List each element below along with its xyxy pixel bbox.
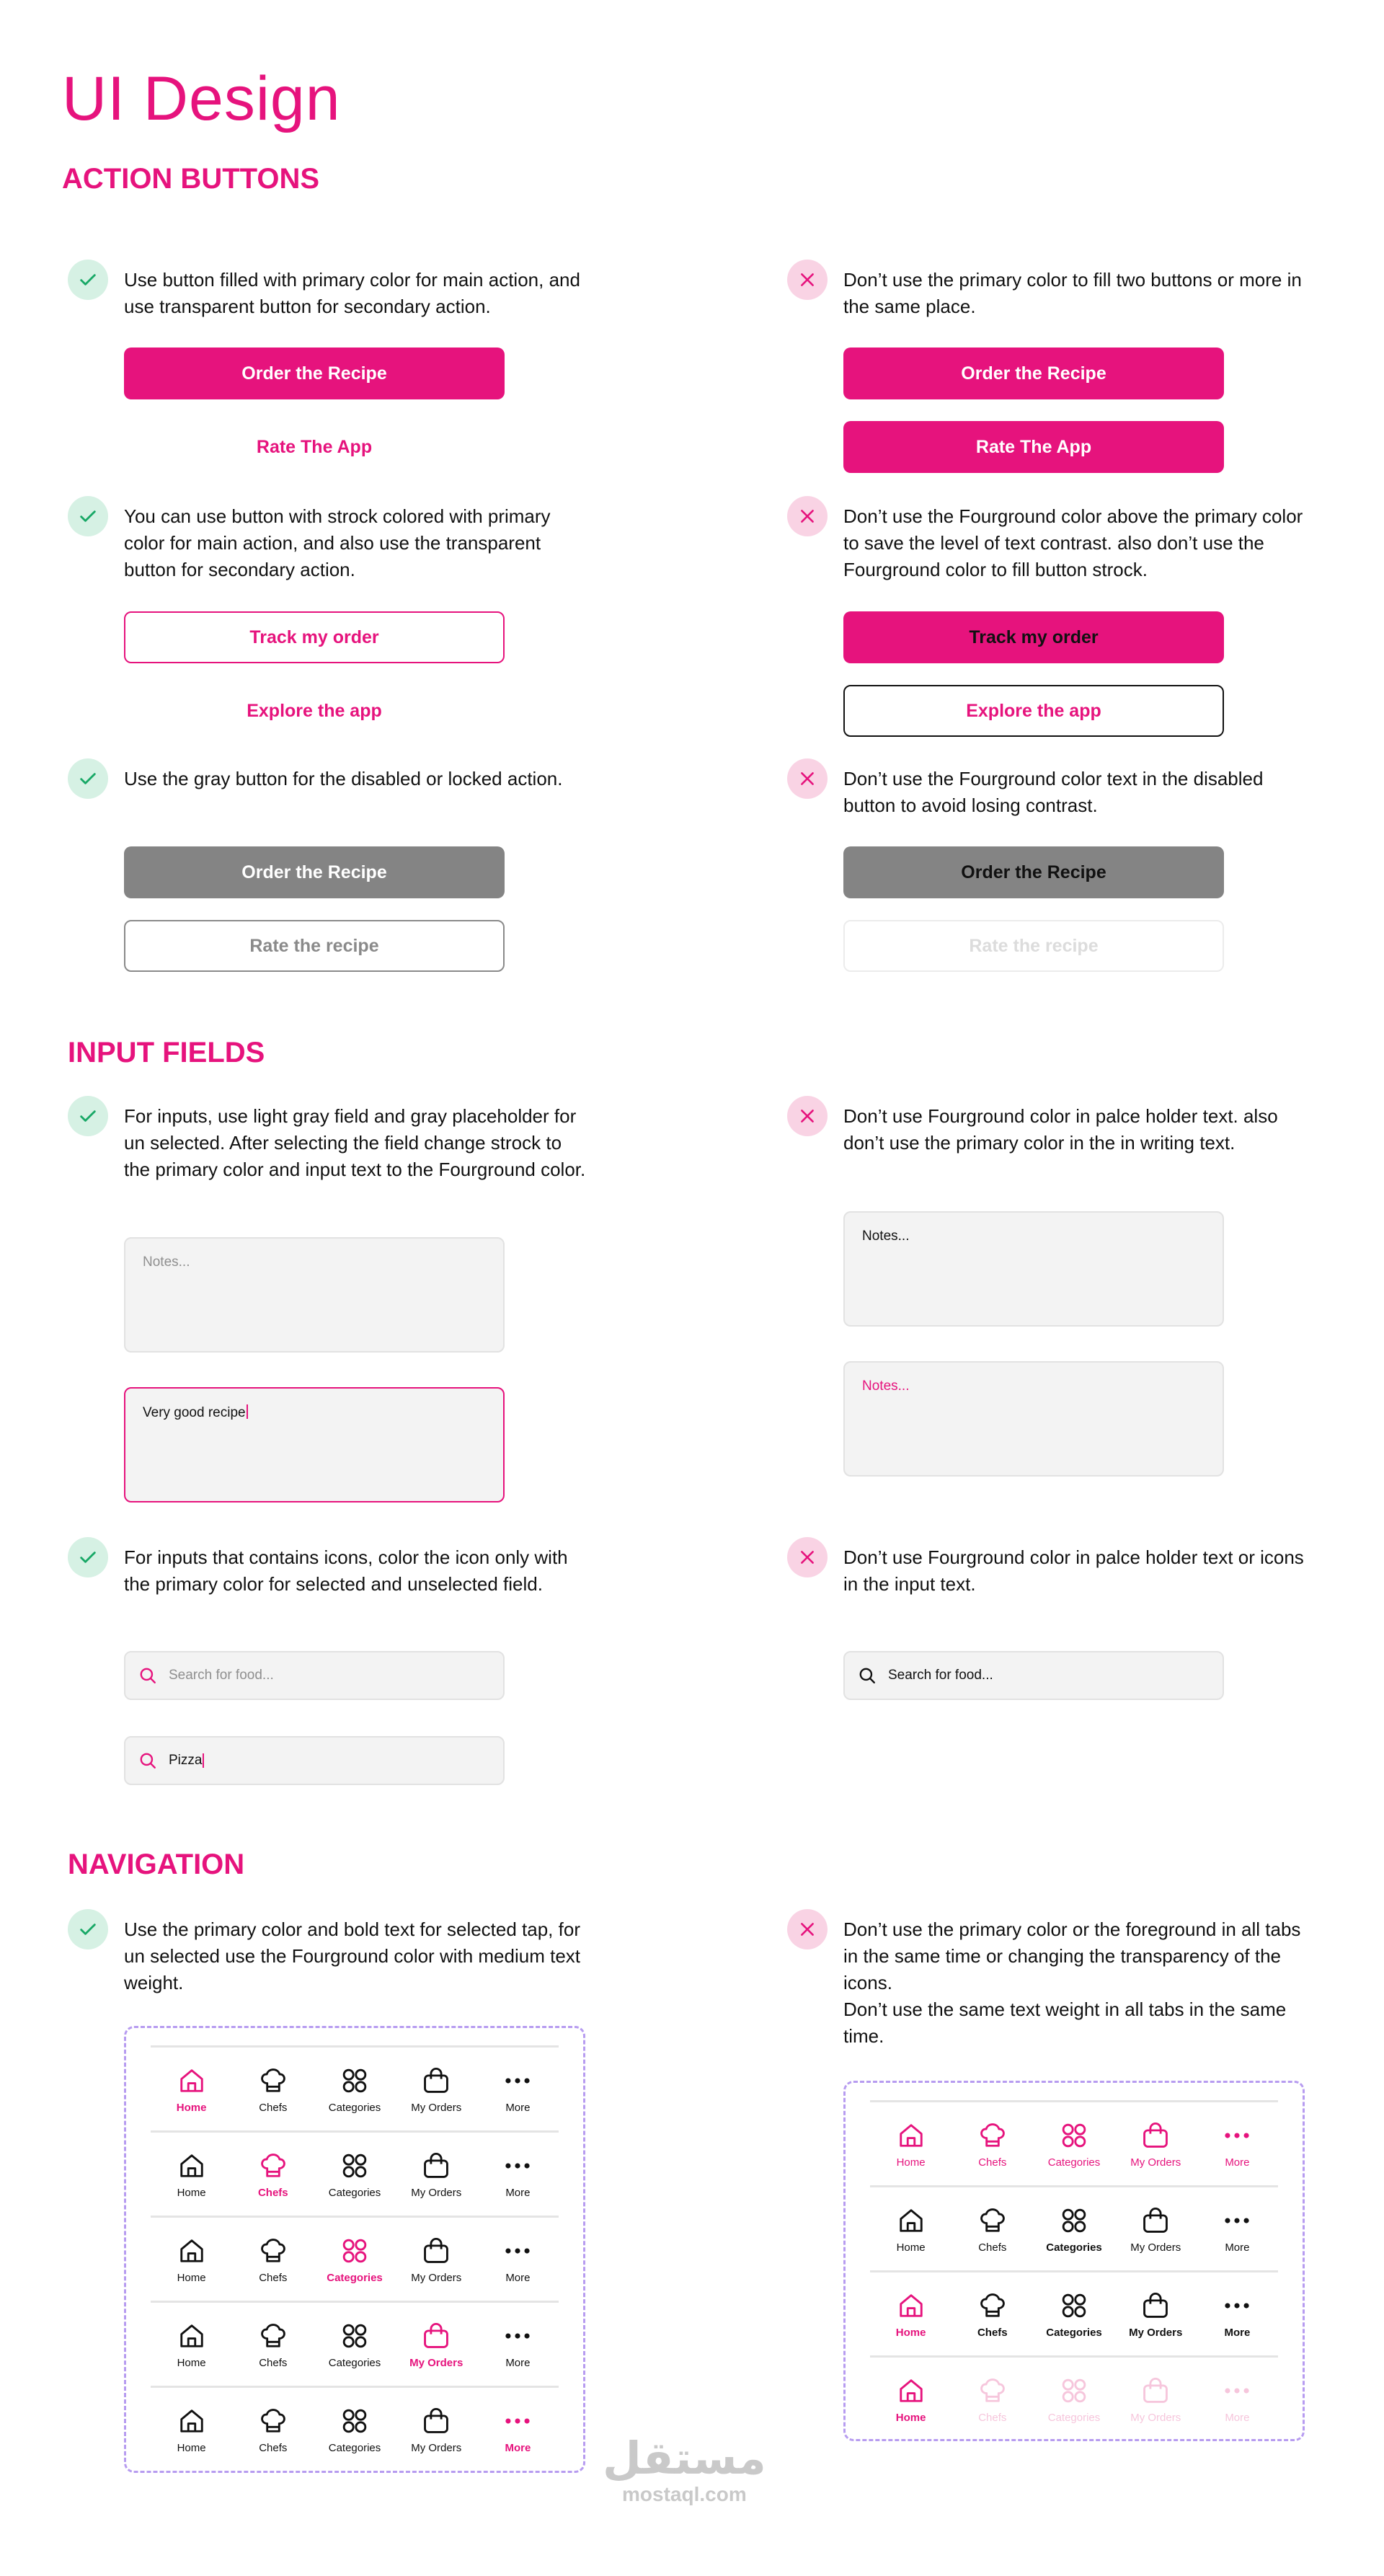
- tab-my-orders[interactable]: [396, 2133, 477, 2214]
- tab-label: My Orders: [1129, 2327, 1183, 2339]
- tab-label: More: [505, 2357, 531, 2369]
- tab-categories[interactable]: [314, 2133, 395, 2214]
- search-placeholder: Search for food...: [169, 1668, 274, 1683]
- tab-label: My Orders: [411, 2187, 462, 2199]
- mostaql-watermark: [603, 2435, 766, 2506]
- tab-more[interactable]: [477, 2048, 559, 2129]
- chef-hat-icon: [260, 2322, 287, 2350]
- tab-my-orders[interactable]: [1115, 2102, 1197, 2184]
- bottom-nav-bar: [870, 2185, 1278, 2269]
- guideline-text: Don’t use the primary color or the foreground in all tabs in the same time or changing the transparency of the icons. Don’t use the same text weight in all tabs in the same time.: [843, 1918, 1301, 2047]
- tab-chefs[interactable]: [232, 2218, 314, 2299]
- guideline-text: Use button filled with primary color for main action, and use transparent button for secondary action.: [124, 269, 580, 317]
- bottom-nav-bar: [870, 2355, 1278, 2439]
- explore-app-button[interactable]: Explore the app: [843, 685, 1224, 737]
- close-icon: [797, 1919, 817, 1939]
- tab-label: Home: [895, 2412, 926, 2424]
- notes-field-active[interactable]: [124, 1387, 505, 1502]
- notes-field[interactable]: [843, 1211, 1224, 1327]
- dont-badge: [787, 1537, 828, 1577]
- check-icon: [78, 270, 98, 290]
- tab-label: Categories: [1047, 2156, 1101, 2169]
- notes-placeholder: Notes...: [862, 1378, 910, 1394]
- chef-hat-icon: [979, 2292, 1006, 2319]
- tab-label: More: [1225, 2241, 1250, 2254]
- more-icon: [504, 2152, 531, 2179]
- home-icon: [178, 2237, 205, 2265]
- shopping-bag-icon: [422, 2152, 450, 2179]
- tab-my-orders[interactable]: [396, 2048, 477, 2129]
- close-icon: [797, 1106, 817, 1126]
- home-icon: [897, 2292, 925, 2319]
- tab-label: Categories: [1047, 2412, 1101, 2424]
- section-heading-action-buttons: ACTION BUTTONS: [62, 163, 320, 195]
- watermark-arabic: مستقل: [603, 2434, 766, 2484]
- section-heading-navigation: NAVIGATION: [68, 1849, 245, 1880]
- order-recipe-button[interactable]: Order the Recipe: [843, 348, 1224, 399]
- text-caret: [203, 1753, 204, 1768]
- tab-home[interactable]: [151, 2133, 232, 2214]
- home-icon: [178, 2407, 205, 2435]
- shopping-bag-icon: [422, 2322, 450, 2350]
- bottom-nav-bar: [151, 2130, 559, 2214]
- tab-label: More: [1225, 2156, 1250, 2169]
- chef-hat-icon: [260, 2237, 287, 2265]
- tab-label: My Orders: [411, 2442, 462, 2454]
- tab-label: Home: [177, 2442, 206, 2454]
- tab-label: Categories: [327, 2272, 383, 2284]
- do-badge: [68, 758, 108, 799]
- categories-icon: [1060, 2122, 1088, 2149]
- categories-icon: [341, 2407, 368, 2435]
- tab-label: My Orders: [411, 2102, 462, 2114]
- more-icon: [1223, 2377, 1251, 2404]
- bottom-nav-bar: [151, 2301, 559, 2384]
- tab-label: Categories: [1046, 2327, 1102, 2339]
- tab-categories[interactable]: [1033, 2358, 1114, 2439]
- text-caret: [247, 1404, 248, 1419]
- guideline-text: Use the primary color and bold text for selected tap, for un selected use the Fourground color with medium text weight.: [124, 1918, 581, 1993]
- tab-chefs[interactable]: [952, 2187, 1033, 2269]
- tab-chefs[interactable]: [232, 2133, 314, 2214]
- rate-app-button[interactable]: Rate The App: [843, 421, 1224, 473]
- categories-icon: [341, 2067, 368, 2094]
- shopping-bag-icon: [1142, 2292, 1169, 2319]
- dont-badge: [787, 1909, 828, 1949]
- tab-chefs[interactable]: [952, 2102, 1033, 2184]
- tab-label: Chefs: [259, 2357, 288, 2369]
- guideline-text: Don’t use Fourground color in palce holder text. also don’t use the primary color in the in writing text.: [843, 1105, 1278, 1154]
- shopping-bag-icon: [1142, 2207, 1169, 2234]
- tab-label: More: [1224, 2327, 1251, 2339]
- tab-label: Chefs: [259, 2102, 288, 2114]
- watermark-latin: mostaql.com: [622, 2483, 747, 2505]
- tab-categories[interactable]: [314, 2218, 395, 2299]
- tab-home[interactable]: [151, 2303, 232, 2384]
- home-icon: [897, 2207, 925, 2234]
- explore-app-button[interactable]: Explore the app: [247, 700, 382, 721]
- more-icon: [504, 2067, 531, 2094]
- tab-label: Home: [896, 2241, 926, 2254]
- track-order-button[interactable]: Track my order: [843, 611, 1224, 663]
- categories-icon: [341, 2152, 368, 2179]
- home-icon: [178, 2067, 205, 2094]
- tab-categories[interactable]: [1033, 2102, 1114, 2184]
- search-input-active[interactable]: [124, 1736, 505, 1785]
- tab-label: More: [505, 2102, 531, 2114]
- shopping-bag-icon: [1142, 2122, 1169, 2149]
- categories-icon: [341, 2237, 368, 2265]
- search-icon: [858, 1666, 877, 1685]
- more-icon: [504, 2237, 531, 2265]
- rate-app-button[interactable]: Rate The App: [256, 436, 373, 457]
- tab-more[interactable]: [1197, 2358, 1278, 2439]
- do-badge: [68, 1537, 108, 1577]
- guideline-text: Don’t use the Fourground color text in the disabled button to avoid losing contrast.: [843, 768, 1264, 816]
- tab-label: Chefs: [259, 2272, 288, 2284]
- bottom-nav-bar: [151, 2386, 559, 2469]
- tab-chefs[interactable]: [952, 2272, 1033, 2354]
- tab-label: Home: [896, 2156, 926, 2169]
- categories-icon: [1060, 2207, 1088, 2234]
- tab-label: Chefs: [978, 2156, 1007, 2169]
- dont-badge: [787, 758, 828, 799]
- guideline-text: You can use button with strock colored with primary color for main action, and also use the transparent button for secondary action.: [124, 505, 551, 580]
- tab-more[interactable]: [477, 2303, 559, 2384]
- tab-more[interactable]: [1197, 2187, 1278, 2269]
- tab-my-orders[interactable]: [396, 2218, 477, 2299]
- more-icon: [1223, 2122, 1251, 2149]
- categories-icon: [341, 2322, 368, 2350]
- categories-icon: [1060, 2292, 1088, 2319]
- notes-field[interactable]: [843, 1361, 1224, 1477]
- bottom-nav-bar: [151, 2216, 559, 2299]
- tab-label: Chefs: [257, 2187, 288, 2199]
- rate-recipe-disabled-button[interactable]: Rate the recipe: [124, 920, 505, 972]
- tab-home[interactable]: [870, 2272, 952, 2354]
- search-placeholder: Search for food...: [888, 1668, 993, 1683]
- tab-label: My Orders: [1130, 2156, 1181, 2169]
- dont-badge: [787, 1096, 828, 1136]
- tab-label: Chefs: [977, 2327, 1008, 2339]
- tab-chefs[interactable]: [232, 2303, 314, 2384]
- guideline-text: Don’t use the Fourground color above the primary color to save the level of text contrast. also don’t use the Fourground color to fill button strock.: [843, 505, 1303, 580]
- order-recipe-disabled-button[interactable]: Order the Recipe: [843, 846, 1224, 898]
- home-icon: [178, 2152, 205, 2179]
- tab-categories[interactable]: [314, 2048, 395, 2129]
- tab-home[interactable]: [151, 2048, 232, 2129]
- tab-label: Chefs: [978, 2412, 1007, 2424]
- more-icon: [504, 2322, 531, 2350]
- tab-label: Home: [895, 2327, 926, 2339]
- close-icon: [797, 1547, 817, 1567]
- search-value: Pizza: [169, 1753, 203, 1768]
- do-badge: [68, 1909, 108, 1949]
- tab-my-orders[interactable]: [1115, 2272, 1197, 2354]
- check-icon: [78, 1547, 98, 1567]
- search-input[interactable]: [843, 1651, 1224, 1700]
- do-badge: [68, 496, 108, 536]
- search-icon: [138, 1751, 157, 1770]
- guideline-text: Use the gray button for the disabled or locked action.: [124, 768, 563, 789]
- tab-label: Home: [177, 2187, 206, 2199]
- tab-label: My Orders: [411, 2272, 462, 2284]
- home-icon: [178, 2322, 205, 2350]
- tab-label: More: [505, 2187, 531, 2199]
- check-icon: [78, 506, 98, 526]
- rate-recipe-disabled-button[interactable]: Rate the recipe: [843, 920, 1224, 972]
- shopping-bag-icon: [422, 2237, 450, 2265]
- track-order-button[interactable]: Track my order: [124, 611, 505, 663]
- order-recipe-button[interactable]: Order the Recipe: [124, 348, 505, 399]
- bottom-nav-bar: [151, 2045, 559, 2129]
- chef-hat-icon: [979, 2122, 1006, 2149]
- tab-label: More: [505, 2442, 531, 2454]
- tab-label: Home: [177, 2272, 206, 2284]
- tab-home[interactable]: [870, 2358, 952, 2439]
- shopping-bag-icon: [1142, 2377, 1169, 2404]
- tab-label: Home: [177, 2357, 206, 2369]
- guideline-text: Don’t use Fourground color in palce holder text or icons in the input text.: [843, 1546, 1304, 1595]
- tab-categories[interactable]: [1033, 2272, 1114, 2354]
- tab-label: Categories: [1046, 2241, 1102, 2254]
- do-badge: [68, 260, 108, 300]
- tab-categories[interactable]: [314, 2303, 395, 2384]
- tab-label: Categories: [328, 2187, 381, 2199]
- guideline-text: For inputs, use light gray field and gray placeholder for un selected. After selecting the field change strock to the primary color and input text to the Fourground color.: [124, 1105, 586, 1180]
- tab-home[interactable]: [870, 2187, 952, 2269]
- notes-field[interactable]: [124, 1237, 505, 1353]
- notes-placeholder: Notes...: [143, 1254, 190, 1270]
- tab-my-orders[interactable]: [1115, 2187, 1197, 2269]
- dont-badge: [787, 496, 828, 536]
- tab-label: Home: [176, 2102, 207, 2114]
- tab-label: My Orders: [1130, 2241, 1181, 2254]
- more-icon: [504, 2407, 531, 2435]
- tab-more[interactable]: [1197, 2272, 1278, 2354]
- more-icon: [1223, 2207, 1251, 2234]
- tab-label: Categories: [328, 2442, 381, 2454]
- chef-hat-icon: [260, 2067, 287, 2094]
- bottom-nav-bar: [870, 2100, 1278, 2184]
- tab-more[interactable]: [477, 2388, 559, 2469]
- guideline-text: For inputs that contains icons, color the icon only with the primary color for selected and unselected field.: [124, 1546, 568, 1595]
- home-icon: [897, 2377, 925, 2404]
- tab-label: Categories: [328, 2357, 381, 2369]
- home-icon: [897, 2122, 925, 2149]
- order-recipe-disabled-button[interactable]: Order the Recipe: [124, 846, 505, 898]
- tab-label: My Orders: [1130, 2412, 1181, 2424]
- tab-home[interactable]: [870, 2102, 952, 2184]
- tab-label: Chefs: [259, 2442, 288, 2454]
- categories-icon: [1060, 2377, 1088, 2404]
- tab-categories[interactable]: [314, 2388, 395, 2469]
- chef-hat-icon: [979, 2207, 1006, 2234]
- close-icon: [797, 769, 817, 789]
- tab-my-orders[interactable]: [396, 2303, 477, 2384]
- tab-chefs[interactable]: [952, 2358, 1033, 2439]
- guideline-text: Don’t use the primary color to fill two buttons or more in the same place.: [843, 269, 1302, 317]
- close-icon: [797, 506, 817, 526]
- chef-hat-icon: [260, 2407, 287, 2435]
- navigation-examples-good: [124, 2026, 585, 2473]
- page-title: UI Design: [62, 64, 341, 133]
- tab-more[interactable]: [1197, 2102, 1278, 2184]
- shopping-bag-icon: [422, 2067, 450, 2094]
- tab-my-orders[interactable]: [396, 2388, 477, 2469]
- tab-chefs[interactable]: [232, 2048, 314, 2129]
- tab-my-orders[interactable]: [1115, 2358, 1197, 2439]
- tab-label: More: [505, 2272, 531, 2284]
- tab-categories[interactable]: [1033, 2187, 1114, 2269]
- tab-label: Categories: [328, 2102, 381, 2114]
- close-icon: [797, 270, 817, 290]
- chef-hat-icon: [260, 2152, 287, 2179]
- search-input[interactable]: [124, 1651, 505, 1700]
- section-heading-input-fields: INPUT FIELDS: [68, 1037, 265, 1068]
- chef-hat-icon: [979, 2377, 1006, 2404]
- tab-label: My Orders: [409, 2357, 463, 2369]
- check-icon: [78, 1106, 98, 1126]
- tab-more[interactable]: [477, 2133, 559, 2214]
- tab-more[interactable]: [477, 2218, 559, 2299]
- notes-value: Very good recipe: [143, 1405, 246, 1420]
- tab-home[interactable]: [151, 2388, 232, 2469]
- bottom-nav-bar: [870, 2270, 1278, 2354]
- check-icon: [78, 769, 98, 789]
- dont-badge: [787, 260, 828, 300]
- tab-home[interactable]: [151, 2218, 232, 2299]
- notes-placeholder: Notes...: [862, 1229, 910, 1244]
- tab-label: Chefs: [978, 2241, 1007, 2254]
- tab-chefs[interactable]: [232, 2388, 314, 2469]
- search-icon: [138, 1666, 157, 1685]
- shopping-bag-icon: [422, 2407, 450, 2435]
- check-icon: [78, 1919, 98, 1939]
- tab-label: More: [1225, 2412, 1250, 2424]
- navigation-examples-bad: [843, 2081, 1305, 2441]
- do-badge: [68, 1096, 108, 1136]
- more-icon: [1223, 2292, 1251, 2319]
